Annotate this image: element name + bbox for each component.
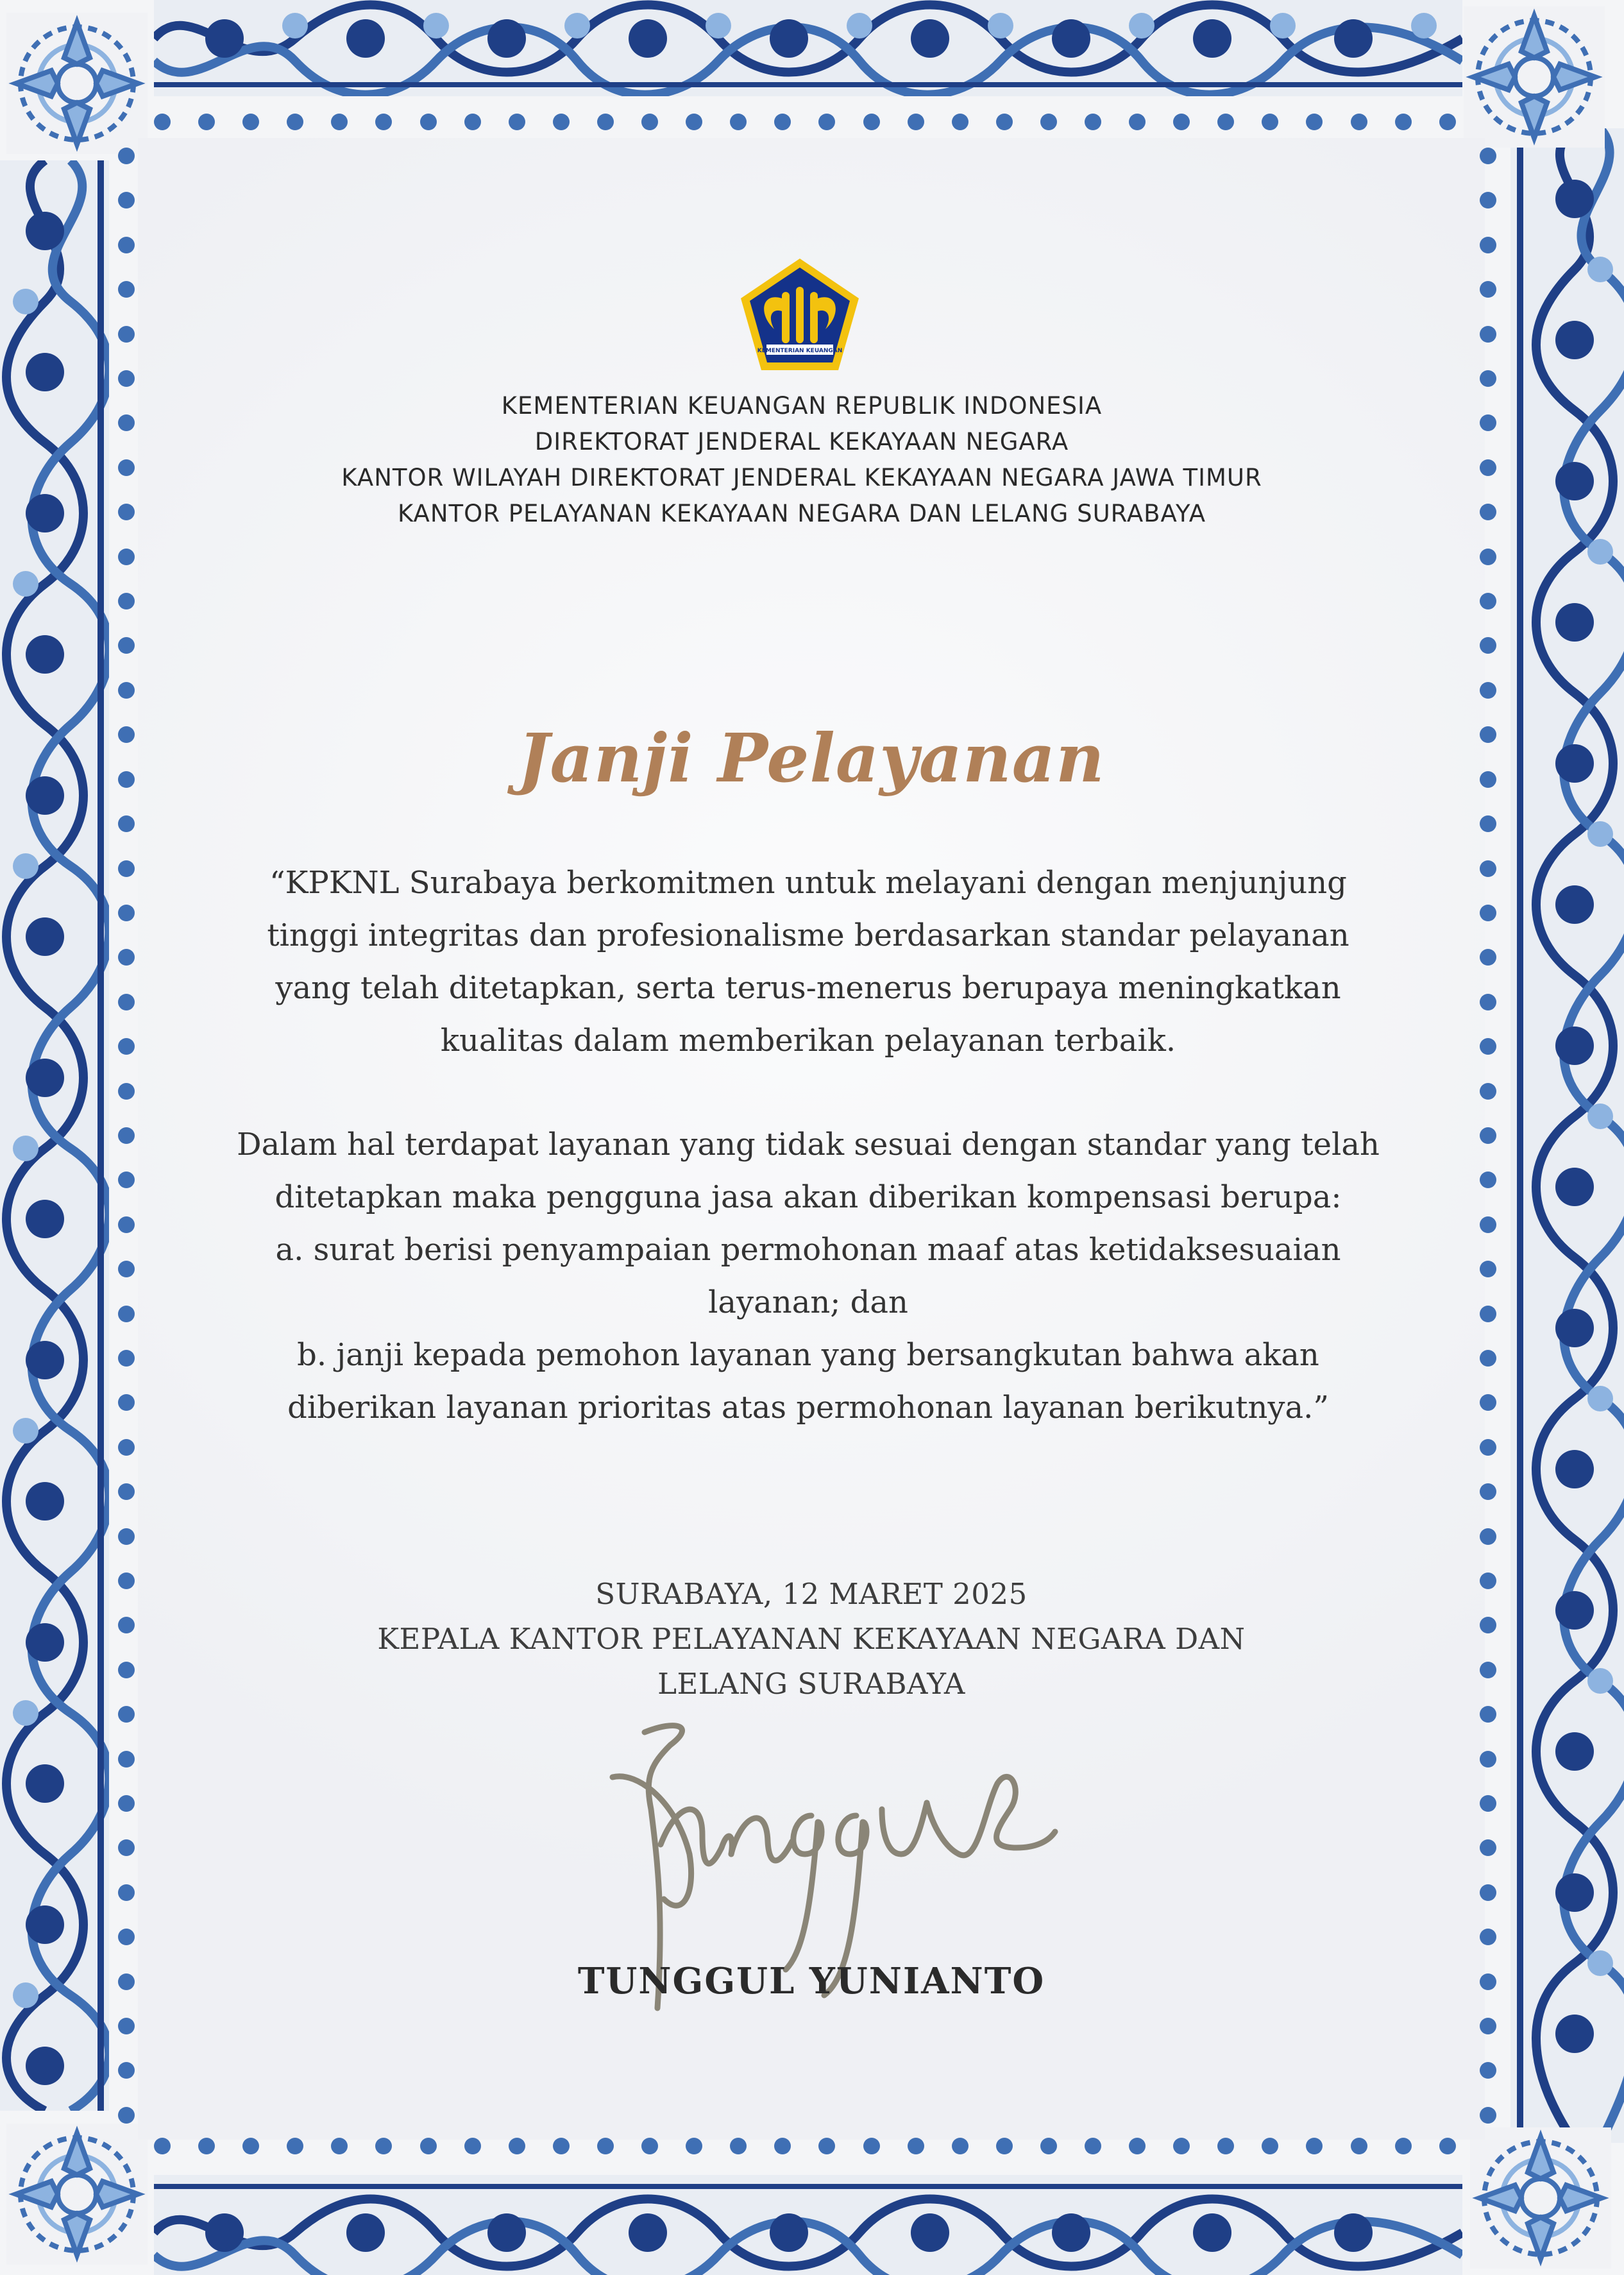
paragraph-line: yang telah ditetapkan, serta terus-menerus berupaya meningkatkan xyxy=(275,970,1341,1006)
paragraph-line: a. surat berisi penyampaian permohonan maaf atas ketidaksesuaian xyxy=(275,1232,1341,1268)
paragraph-line: b. janji kepada pemohon layanan yang bersangkutan bahwa akan xyxy=(297,1337,1319,1373)
bottom-left-corner-ornament xyxy=(6,2124,148,2265)
bottom-dot-row xyxy=(154,2136,1456,2156)
top-dot-row xyxy=(154,112,1456,132)
signature-block xyxy=(321,1572,1302,1707)
paragraph-line: layanan; dan xyxy=(708,1284,908,1320)
top-ornament-border xyxy=(154,0,1462,96)
document-title: Janji Pelayanan xyxy=(518,719,1105,797)
header-line: KANTOR WILAYAH DIREKTORAT JENDERAL KEKAYAAN NEGARA JAWA TIMUR xyxy=(341,464,1262,491)
bottom-ornament-border xyxy=(154,2175,1462,2275)
institution-header xyxy=(192,388,1411,532)
handwritten-signature xyxy=(600,1707,1062,2066)
paragraph-line: kualitas dalam memberikan pelayanan terbaik. xyxy=(440,1023,1176,1059)
left-ornament-border xyxy=(0,160,109,2111)
paragraph-line: ditetapkan maka pengguna jasa akan diberikan kompensasi berupa: xyxy=(275,1179,1342,1215)
paragraph-line: Dalam hal terdapat layanan yang tidak sesuai dengan standar yang telah xyxy=(237,1127,1380,1163)
signer-name: TUNGGUL YUNIANTO xyxy=(577,1960,1045,2002)
paragraph-line: diberikan layanan prioritas atas permohonan layanan berikutnya.” xyxy=(287,1390,1329,1426)
bottom-right-corner-ornament xyxy=(1470,2127,1611,2269)
top-right-corner-ornament xyxy=(1464,6,1605,148)
right-dot-column xyxy=(1478,148,1498,2124)
kemenkeu-emblem-icon xyxy=(736,253,864,375)
place-date: SURABAYA, 12 MARET 2025 xyxy=(595,1577,1028,1611)
logo-caption: KEMENTERIAN KEUANGAN xyxy=(757,348,843,354)
header-line: DIREKTORAT JENDERAL KEKAYAAN NEGARA xyxy=(534,428,1069,456)
left-dot-column xyxy=(117,148,136,2124)
right-ornament-border xyxy=(1510,128,1624,2143)
paragraph-line: tinggi integritas dan profesionalisme berdasarkan standar pelayanan xyxy=(267,917,1349,953)
commitment-paragraph xyxy=(186,856,1430,1067)
signer-position: LELANG SURABAYA xyxy=(657,1667,965,1701)
signer-position: KEPALA KANTOR PELAYANAN KEKAYAAN NEGARA DAN xyxy=(377,1622,1246,1656)
compensation-paragraph xyxy=(186,1118,1430,1434)
top-left-corner-ornament xyxy=(6,13,148,154)
header-line: KEMENTERIAN KEUANGAN REPUBLIK INDONESIA xyxy=(501,392,1103,420)
paragraph-line: “KPKNL Surabaya berkomitmen untuk melayani dengan menjunjung xyxy=(269,865,1347,901)
header-line: KANTOR PELAYANAN KEKAYAAN NEGARA DAN LELANG SURABAYA xyxy=(397,500,1206,527)
